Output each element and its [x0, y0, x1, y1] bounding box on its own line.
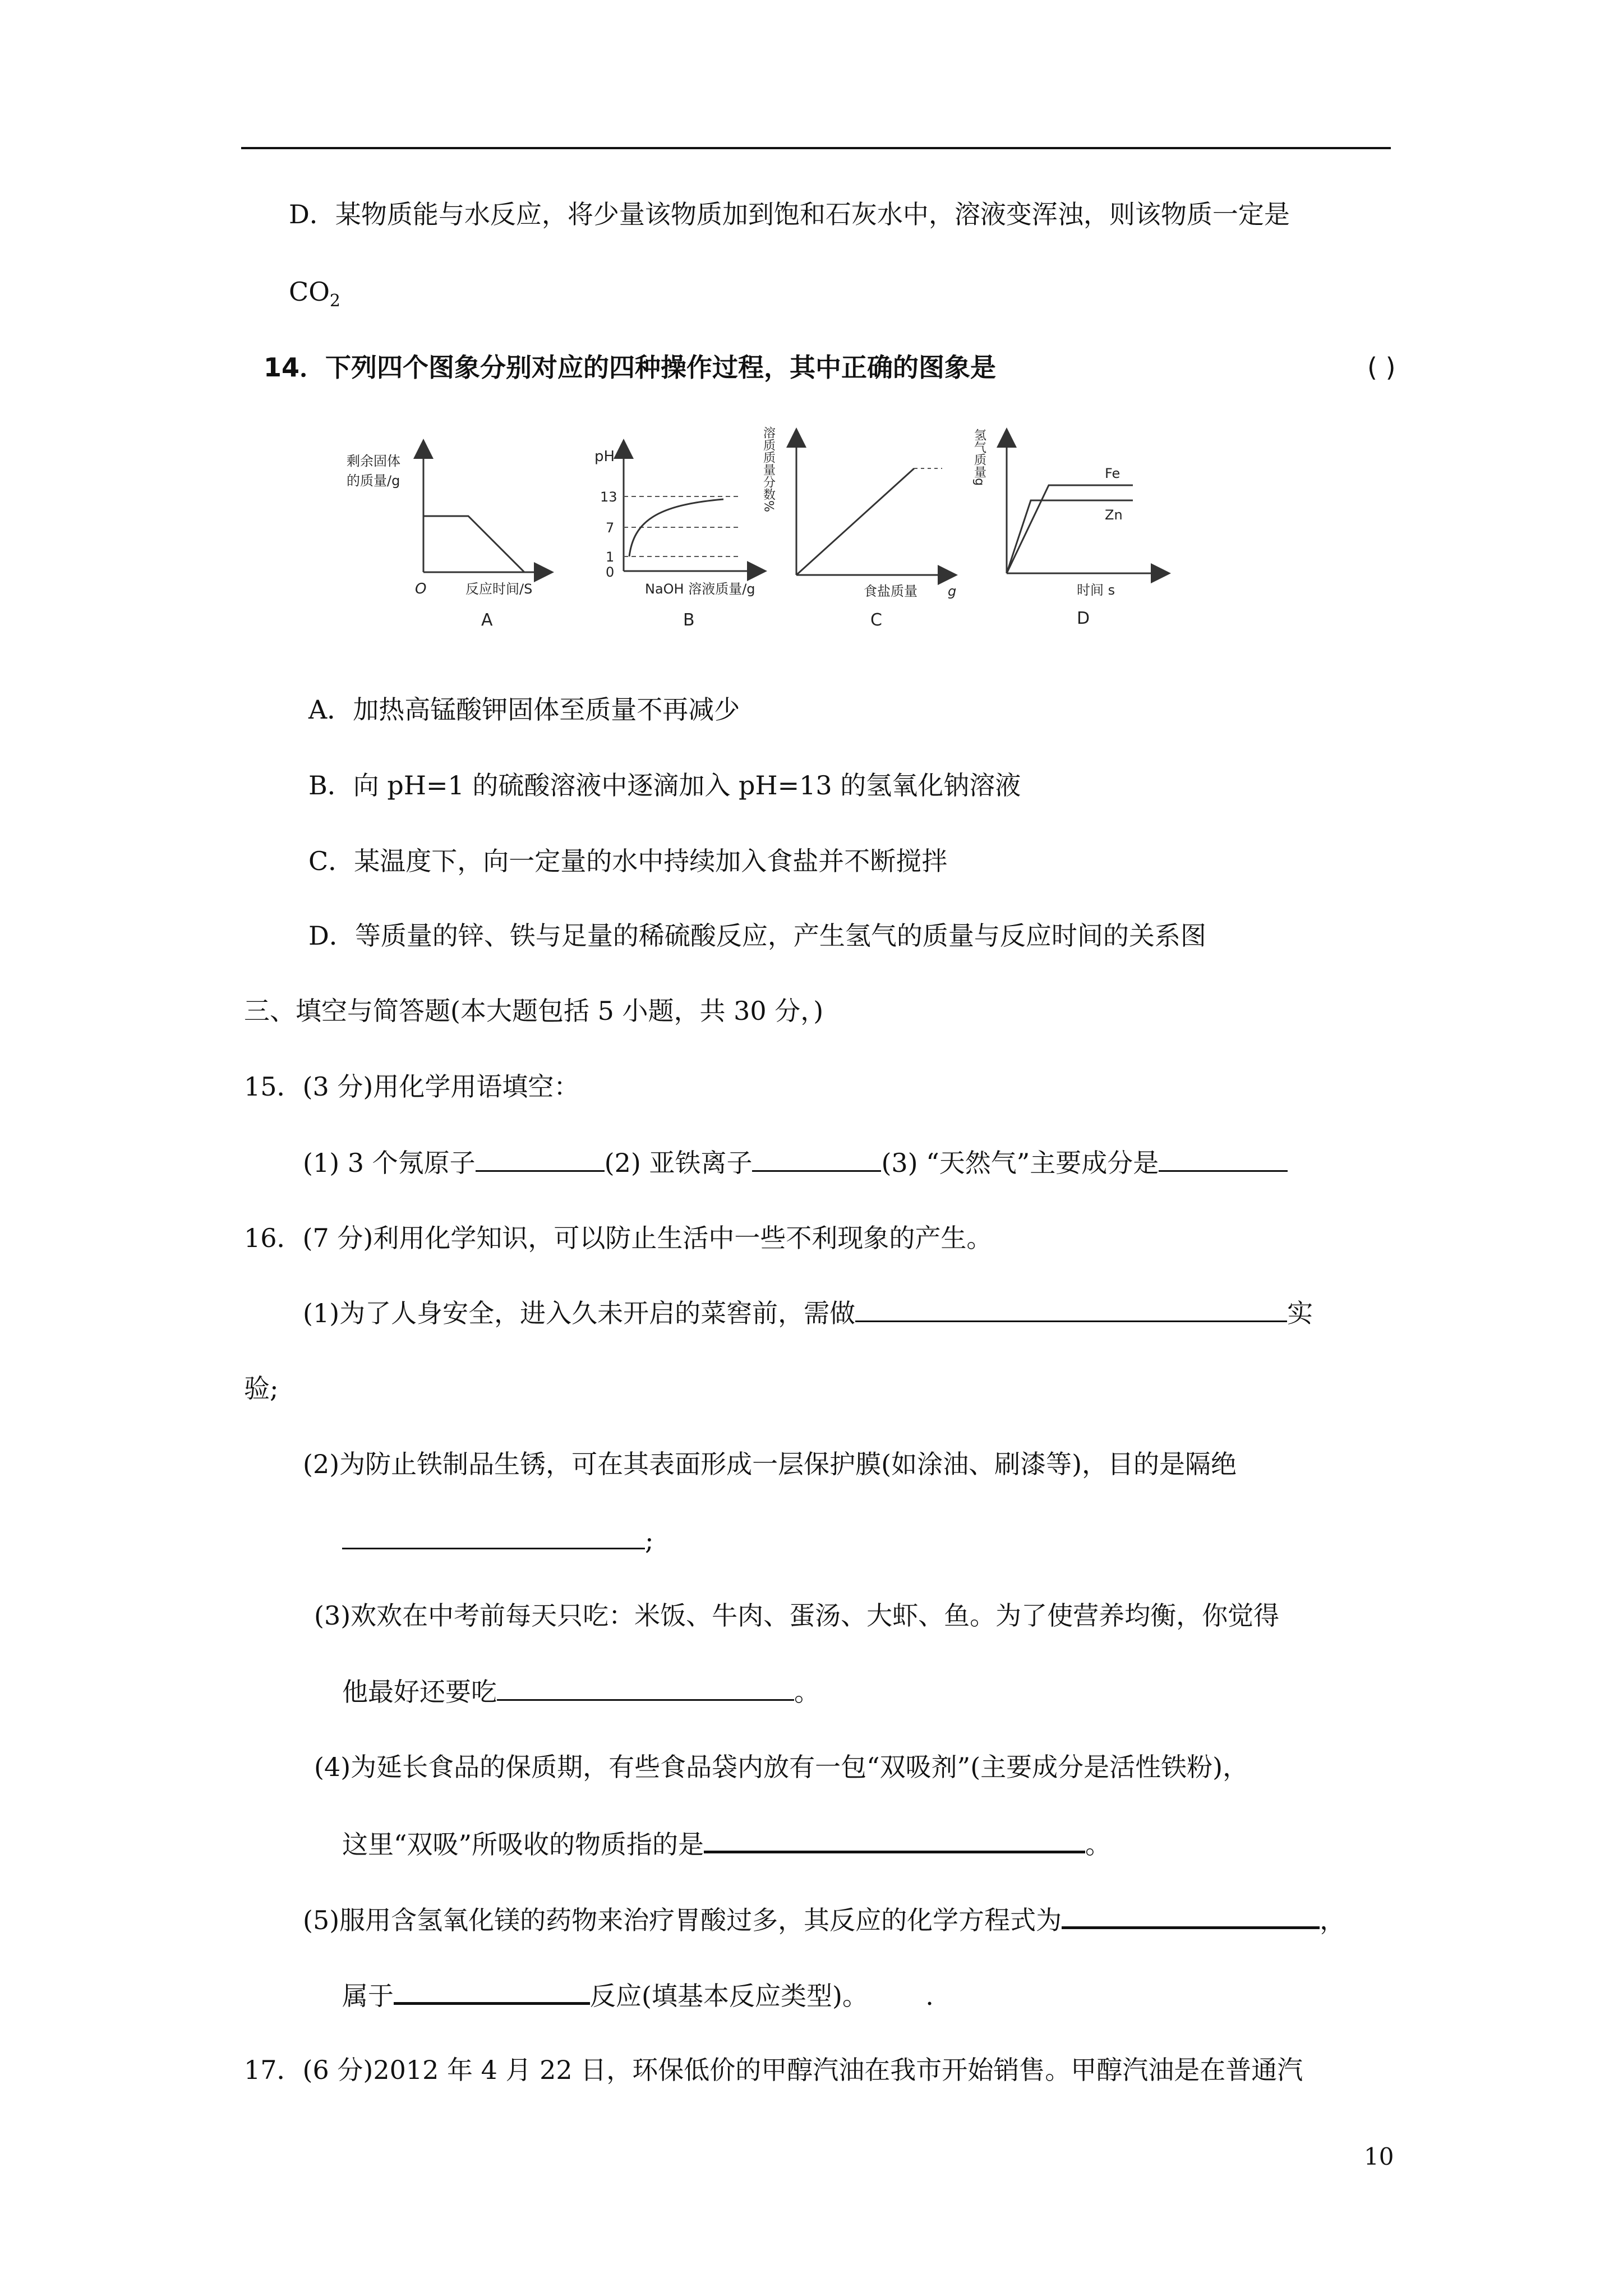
q14-option-b: B．向 pH=1 的硫酸溶液中逐滴加入 pH=13 的氢氧化钠溶液 — [308, 770, 1021, 800]
q16-part4: (4)为延长食品的保质期，有些食品袋内放有一包“双吸剂”(主要成分是活性铁粉)， — [314, 1752, 1249, 1782]
q16-part1 — [303, 1296, 1313, 1330]
graph-c-caption: C — [870, 610, 882, 630]
formula-subscript: 2 — [329, 291, 341, 311]
q15-blank-2[interactable] — [752, 1145, 881, 1172]
q16-blank-5[interactable] — [1062, 1902, 1320, 1929]
q14-option-a: A．加热高锰酸钾固体至质量不再减少 — [308, 694, 740, 725]
q16-stem: 16．(7 分)利用化学知识，可以防止生活中一些不利现象的产生。 — [244, 1223, 993, 1253]
q15-part2: (2) 亚铁离子 — [604, 1148, 753, 1178]
graph-b-xlabel: NaOH 溶液质量/g — [645, 581, 755, 597]
graph-b-ylabel: pH — [594, 448, 615, 465]
graph-a-origin: O — [415, 581, 427, 597]
graph-d-xlabel: 时间 s — [1077, 582, 1115, 598]
formula-co: CO — [289, 277, 330, 307]
graph-b-caption: B — [683, 610, 695, 630]
q16-p5-text: (5)服用含氢氧化镁的药物来治疗胃酸过多，其反应的化学方程式为 — [303, 1905, 1062, 1935]
q16-p5-cont-text: 属于 — [342, 1981, 394, 2011]
graph-c-xlabel: 食盐质量 — [864, 583, 917, 599]
q15-stem: 15．(3 分)用化学用语填空： — [244, 1071, 580, 1102]
q16-p4-end: 。 — [1085, 1829, 1112, 1860]
graph-b-origin: 0 — [606, 564, 615, 580]
q16-part1-cont: 验; — [244, 1373, 279, 1404]
q16-p3-cont-text: 他最好还要吃 — [342, 1677, 497, 1707]
section-heading: 三、填空与简答题(本大题包括 5 小题，共 30 分，) — [244, 996, 824, 1026]
graph-b-tick-7: 7 — [606, 520, 615, 536]
q16-p3-end: 。 — [794, 1677, 820, 1707]
q16-part3-cont — [342, 1674, 820, 1709]
q14-option-c: C．某温度下，向一定量的水中持续加入食盐并不断搅拌 — [308, 846, 948, 876]
q16-part2: (2)为防止铁制品生锈，可在其表面形成一层保护膜(如涂油、刷漆等)，目的是隔绝 — [303, 1449, 1237, 1479]
graph-d-label-zn: Zn — [1105, 507, 1123, 523]
graph-d-caption: D — [1077, 609, 1090, 628]
page-number: 10 — [1364, 2143, 1394, 2170]
graph-c-xunit: g — [948, 583, 957, 599]
q16-part3: (3)欢欢在中考前每天只吃：米饭、牛肉、蛋汤、大虾、鱼。为了使营养均衡，你觉得 — [314, 1600, 1280, 1631]
graph-a-xlabel: 反应时间/S — [465, 581, 533, 597]
q16-p4-cont-text: 这里“双吸”所吸收的物质指的是 — [342, 1829, 704, 1860]
q16-p2-end: ; — [645, 1525, 654, 1556]
graph-c — [763, 415, 976, 639]
q16-part4-cont — [342, 1826, 1111, 1861]
q15-blank-3[interactable] — [1159, 1145, 1288, 1172]
q16-p5-end2: 反应(填基本反应类型)。 . — [590, 1981, 934, 2011]
graph-c-curve — [796, 468, 914, 575]
q16-p1-text: (1)为了人身安全，进入久未开启的菜窖前，需做 — [303, 1298, 856, 1328]
q16-p5-end: ， — [1320, 1905, 1346, 1935]
q15-parts — [303, 1145, 1288, 1180]
graph-b-tick-1: 1 — [606, 549, 615, 565]
q14-stem: 14．下列四个图象分别对应的四种操作过程，其中正确的图象是 — [264, 352, 997, 383]
graph-a-curve — [423, 516, 524, 572]
q16-blank-4[interactable] — [704, 1826, 1085, 1853]
graph-d — [972, 415, 1211, 639]
graph-a-ylabel-1: 剩余固体 — [347, 453, 400, 469]
graph-b-tick-13: 13 — [600, 489, 617, 505]
answer-parenthesis: ( ) — [1367, 352, 1396, 383]
q15-part3: (3) “天然气”主要成分是 — [881, 1148, 1159, 1178]
header-rule — [241, 147, 1391, 149]
graph-d-label-fe: Fe — [1105, 466, 1121, 481]
graph-d-ylabel: 氢气质量g — [972, 429, 986, 486]
graph-a — [331, 426, 566, 639]
graph-c-ylabel: 溶质质量分数% — [761, 426, 776, 512]
q14-option-d: D．等质量的锌、铁与足量的稀硫酸反应，产生氢气的质量与反应时间的关系图 — [308, 921, 1206, 951]
q13-formula — [289, 275, 340, 318]
q15-blank-1[interactable] — [476, 1145, 605, 1172]
graph-d-series-fe — [1007, 485, 1133, 573]
q15-part1: (1) 3 个氖原子 — [303, 1148, 476, 1178]
q16-part2-answer — [342, 1523, 654, 1557]
graph-a-caption: A — [481, 610, 493, 630]
graph-a-ylabel-2: 的质量/g — [347, 473, 400, 489]
q16-p1-end: 实 — [1287, 1298, 1313, 1328]
q17-stem: 17．(6 分)2012 年 4 月 22 日，环保低价的甲醇汽油在我市开始销售。甲醇汽油是在普通汽 — [244, 2055, 1303, 2085]
q16-blank-2[interactable] — [342, 1523, 645, 1549]
q16-part5-cont — [342, 1977, 934, 2013]
q16-blank-3[interactable] — [497, 1674, 794, 1701]
q16-blank-1[interactable] — [855, 1296, 1287, 1322]
q13-option-d: D．某物质能与水反应，将少量该物质加到饱和石灰水中，溶液变浑浊，则该物质一定是 — [289, 199, 1290, 229]
q16-blank-6[interactable] — [394, 1977, 590, 2005]
q16-part5 — [303, 1902, 1345, 1937]
